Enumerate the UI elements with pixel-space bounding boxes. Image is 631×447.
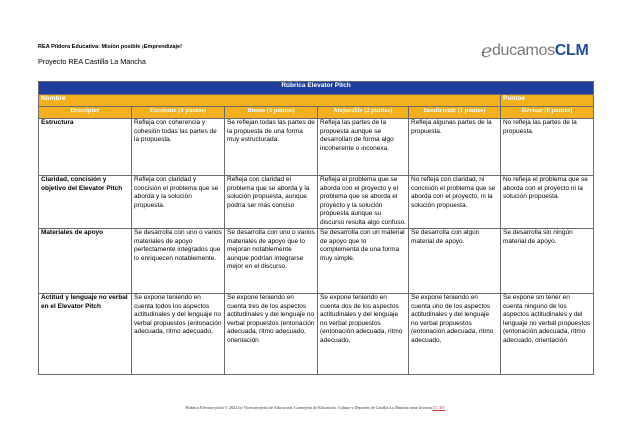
header-bueno: Bueno (3 puntos) xyxy=(225,107,318,119)
table-row xyxy=(39,229,594,294)
table-cell: Refleja con claridad el problema que se aborda y la solución propuesta, aunque podría ser más conciso xyxy=(225,176,318,229)
table-cell: Se desarrolla con uno o varios materiales de apoyo que lo mejoran notablemente aunque podrían integrarse mejor en el discurso. xyxy=(225,229,318,294)
header-insuficiente: Insuficiente (1 puntos) xyxy=(409,107,501,119)
table-cell: Se expone sin tener en cuenta ninguno de los aspectos actitudinales y del lenguaje no verbal propuestos (entonación adecuada, ritmo adecuado, orientación xyxy=(501,294,594,375)
header-excelente: Excelente (4 puntos) xyxy=(132,107,225,119)
project-name: Proyecto REA Castilla La Mancha xyxy=(38,57,146,66)
rubric-table xyxy=(38,81,594,375)
table-cell: Refleja con coherencia y cohesión todas las partes de la propuesta. xyxy=(132,119,225,176)
table-cell: Se expone teniendo en cuenta dos de los aspectos actitudinales y del lenguaje no verbal propuestos (entonación adecuada, ritmo adecuado, xyxy=(318,294,409,375)
table-row xyxy=(39,176,594,229)
table-cell: Se expone teniendo en cuenta todos los aspectos actitudinales y del lenguaje no verbal propuestos (entonación adecuada, ritmo adecuado, xyxy=(132,294,225,375)
table-cell: Se expone teniendo en cuenta uno de los aspectos actitudinales y del lenguaje no verbal propuestos (entonación adecuada, ritmo adecuado, xyxy=(409,294,501,375)
header-mejorable: Mejorable (2 puntos) xyxy=(318,107,409,119)
criterion-cell: Claridad, concisión y objetivo del Elevator Pitch xyxy=(39,176,132,229)
logo-clm: CLM xyxy=(554,42,589,59)
document-subtitle: REA Píldora Educativa: Misión posible ¡Emprendizaje! xyxy=(38,44,183,50)
license-footer xyxy=(0,405,631,410)
footer-text: Rúbrica Elevator pitch © 2022 by Viceconsejería de Educación. Consejería de Educación, Cultura y Deportes de Castilla La Mancha tiene licencia xyxy=(185,405,432,410)
table-cell: Se desarrolla sin ningún material de apoyo. xyxy=(501,229,594,294)
table-cell: Se reflejan todas las partes de la propuesta de una forma muy estructurada. xyxy=(225,119,318,176)
table-cell: Refleja algunas partes de la propuesta. xyxy=(409,119,501,176)
criterion-cell: Estructura xyxy=(39,119,132,176)
table-cell: Refleja las partes de la propuesta aunque se desarrollan de forma algo incoherente o inconexa. xyxy=(318,119,409,176)
table-cell: Se desarrolla con algún material de apoyo. xyxy=(409,229,501,294)
table-cell: Se desarrolla con un material de apoyo que lo complementa de una forma muy simple. xyxy=(318,229,409,294)
table-cell: No refleja con claridad, ni concisión el problema que se aborda con el proyecto, ni la solución propuesta. xyxy=(409,176,501,229)
table-cell: No refleja las partes de la propuesta. xyxy=(501,119,594,176)
table-cell: Se expone teniendo en cuenta tres de los aspectos actitudinales y del lenguaje no verbal propuestos (entonación adecuada, ritmo adecuado, orientación xyxy=(225,294,318,375)
table-cell: No refleja el problema que se aborda con el proyecto ni la solución propuesta. xyxy=(501,176,594,229)
table-row xyxy=(39,119,594,176)
criterion-cell: Actitud y lenguaje no verbal en el Elevator Pitch xyxy=(39,294,132,375)
logo-text: ducamos xyxy=(491,42,555,59)
license-link[interactable]: CC BY xyxy=(432,405,446,410)
educamos-clm-logo xyxy=(481,38,589,60)
name-label: Nombre xyxy=(39,95,501,107)
criterion-cell: Materiales de apoyo xyxy=(39,229,132,294)
table-cell: Refleja el problema que se aborda con el proyecto y el problema que se aborda el proyecto y la solución propuesta aunque su discurso resulta algo confuso. xyxy=(318,176,409,229)
table-row xyxy=(39,294,594,375)
table-cell: Se desarrolla con uno o varios materiales de apoyo perfectamente integrados que lo enriquecen notablemente. xyxy=(132,229,225,294)
header-revisar: Revisar (0 puntos) xyxy=(501,107,594,119)
rubric-title: Rúbrica Elevator Pitch xyxy=(39,82,594,95)
header-descriptor: Descriptor xyxy=(39,107,132,119)
table-cell: Refleja con claridad y concisión el problema que se aborda y la solución propuesta. xyxy=(132,176,225,229)
logo-e: e xyxy=(481,40,492,62)
points-label: Puntos xyxy=(501,95,594,107)
